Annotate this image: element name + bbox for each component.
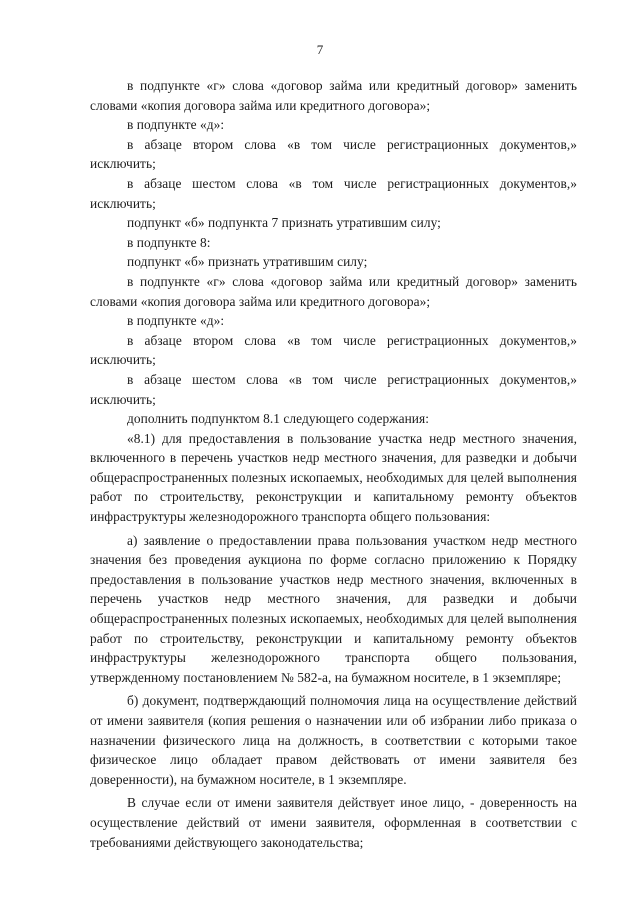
paragraph: в подпункте «г» слова «договор займа или кредитный договор» заменить словами «копия договора займа или кредитного договора»; <box>90 78 577 113</box>
paragraph: в подпункте «г» слова «договор займа или кредитный договор» заменить словами «копия договора займа или кредитного договора»; <box>90 273 577 309</box>
paragraph: подпункт «б» подпункта 7 признать утратившим силу; <box>127 215 441 231</box>
page-number: 7 <box>316 42 324 57</box>
paragraph: а) заявление о предоставлении права пользования участком недр местного значения без проведения аукциона по форме согласно приложению к Порядку предоставления в пользование участков недр местного значения, включенных в перечень участков недр местного значения, для разведки и добычи общераспространенных полезных ископаемых, необходимых для целей выполнения работ по строительству, реконструкции и капитальному ремонту объектов инфраструктуры железнодорожного транспорта общего пользования, утвержденному постановлением № 582-а, на бумажном носителе, в 1 экземпляре; <box>90 532 577 685</box>
paragraph: б) документ, подтверждающий полномочия лица на осуществление действий от имени заявителя (копия решения о назначении или об избрании либо приказа о назначении физического лица на должность, в соответствии с которыми такое физическое лицо обладает правом действовать от имени заявителя без доверенности), на бумажном носителе, в 1 экземпляре. <box>90 693 577 787</box>
paragraph: в абзаце втором слова «в том числе регистрационных документов,» исключить; <box>90 136 577 172</box>
document-body <box>90 76 577 852</box>
paragraph: В случае если от имени заявителя действует иное лицо, - доверенность на осуществление действий от имени заявителя, оформленная в соответствии с требованиями действующего законодательства; <box>90 795 577 850</box>
paragraph: в абзаце шестом слова «в том числе регистрационных документов,» исключить; <box>90 371 577 407</box>
paragraph: в абзаце шестом слова «в том числе регистрационных документов,» исключить; <box>90 175 577 211</box>
paragraph: подпункт «б» признать утратившим силу; <box>127 254 368 270</box>
paragraph: «8.1) для предоставления в пользование участка недр местного значения, включенного в перечень участков недр местного значения, для разведки и добычи общераспространенных полезных ископаемых, необходимых для целей выполнения работ по строительству, реконструкции и капитальному ремонту объектов инфраструктуры железнодорожного транспорта общего пользования: <box>90 430 577 525</box>
paragraph: в подпункте 8: <box>127 234 211 250</box>
paragraph: дополнить подпунктом 8.1 следующего содержания: <box>127 411 430 427</box>
paragraph: в подпункте «д»: <box>127 313 225 329</box>
paragraph: в подпункте «д»: <box>127 117 225 133</box>
paragraph: в абзаце втором слова «в том числе регистрационных документов,» исключить; <box>90 332 577 368</box>
